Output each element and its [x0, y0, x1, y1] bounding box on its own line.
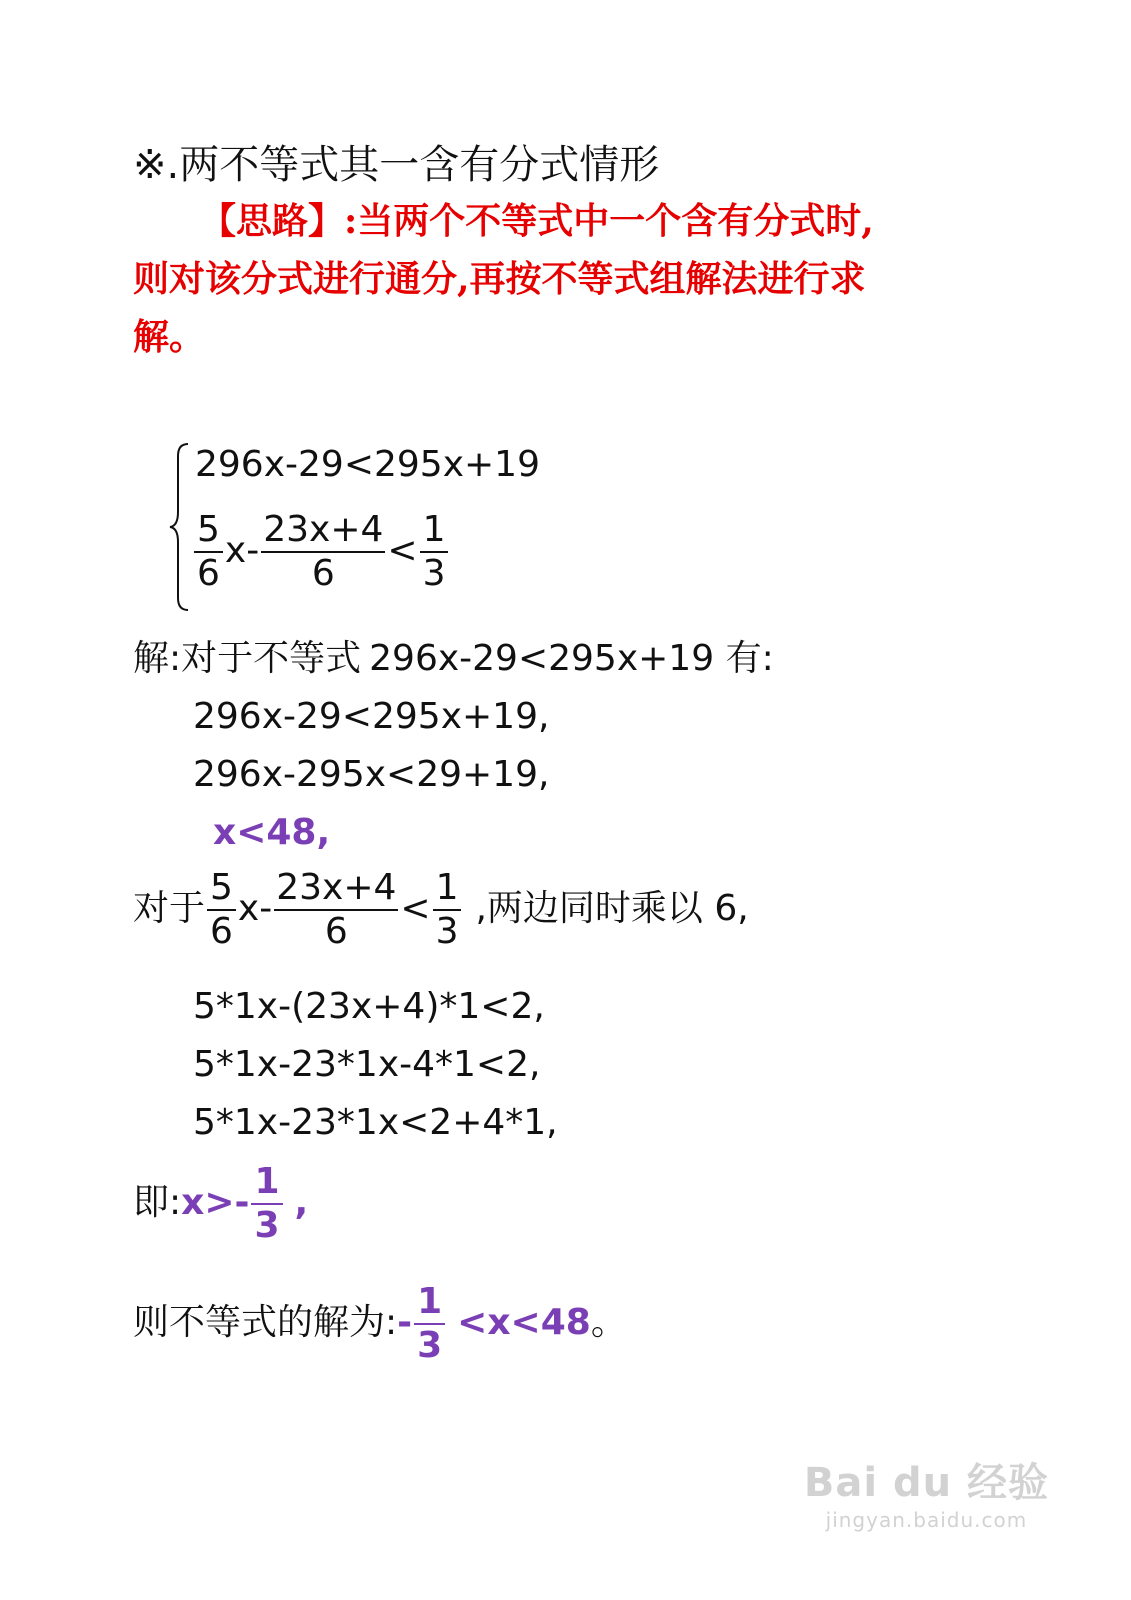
tip-line-1: [200, 192, 874, 250]
step-2: 296x-295x<29+19,: [193, 754, 550, 795]
fraction-b2: $\frac{23x+4}{6}$: [276, 867, 397, 952]
intro-inequality: 296x-29<295x+19: [369, 638, 715, 679]
section-heading: ※.两不等式其一含有分式情形: [133, 142, 660, 188]
fraction-a2: $\frac{5}{6}$: [207, 870, 236, 950]
fraction-c: $\frac{1}{3}$: [420, 512, 449, 592]
result-2: x>- $\frac{1}{3}$ ,: [181, 1161, 309, 1246]
step-3: 5*1x-(23x+4)*1<2,: [193, 986, 545, 1027]
fraction-c2: $\frac{1}{3}$: [433, 870, 462, 950]
tip-line-3: 解。: [133, 316, 206, 358]
fraction-b: $\frac{23x+4}{6}$: [263, 509, 384, 594]
final-answer-row: 则不等式的解为:- $\frac{1}{3}$ <x<48。: [133, 1281, 627, 1366]
left-brace-icon: [168, 442, 192, 612]
step-4: 5*1x-23*1x-4*1<2,: [193, 1044, 541, 1085]
result-1: x<48,: [213, 812, 331, 853]
system-eq-2: $\frac{5}{6}$ x- $\frac{23x+4}{6}$ < $\frac{1}{3}$: [192, 512, 450, 592]
tip-line-2: 则对该分式进行通分,再按不等式组解法进行求: [133, 258, 866, 300]
step-1: 296x-29<295x+19,: [193, 696, 550, 737]
step-5: 5*1x-23*1x<2+4*1,: [193, 1102, 558, 1143]
system-eq-1: 296x-29<295x+19: [195, 444, 540, 485]
final-answer: - $\frac{1}{3}$ <x<48: [397, 1281, 591, 1366]
second-intro: 对于 $\frac{5}{6}$ x- $\frac{23x+4}{6}$ < $\frac{1}{3}$ ,两边同时乘以 6,: [133, 867, 749, 952]
baidu-jingyan-watermark: [804, 1451, 1049, 1532]
fraction-a: $\frac{5}{6}$: [194, 512, 223, 592]
tip-label: 【思路】:: [200, 200, 358, 242]
tip-text-1: 当两个不等式中一个含有分式时,: [357, 200, 874, 242]
watermark-logo: Bai du 经验: [803, 1460, 1049, 1506]
watermark-url: jingyan.baidu.com: [825, 1508, 1028, 1532]
solution-intro: 解:对于不等式 296x-29<295x+19 有:: [133, 638, 774, 679]
result-2-row: 即:x>- $\frac{1}{3}$ ,: [133, 1161, 309, 1246]
